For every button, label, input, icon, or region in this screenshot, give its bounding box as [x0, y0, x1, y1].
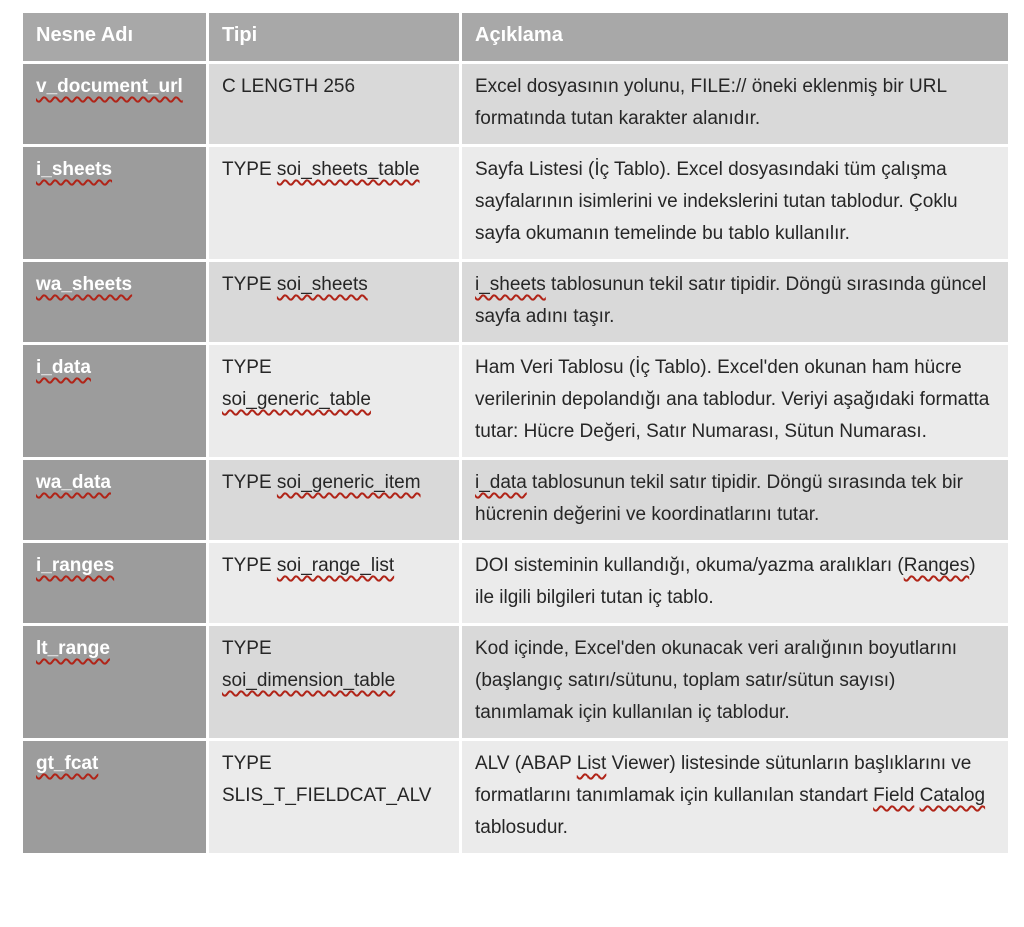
object-definition-table — [20, 10, 1011, 856]
description-cell: Sayfa Listesi (İç Tablo). Excel dosyasındaki tüm çalışma sayfalarının isimlerini ve indekslerini tutan tablodur. Çoklu sayfa okumanın temelinde bu tablo kullanılır. — [462, 147, 1008, 259]
table-row — [23, 543, 1008, 623]
type-cell: TYPE soi_sheets — [209, 262, 459, 342]
description-cell: Ham Veri Tablosu (İç Tablo). Excel'den okunan ham hücre verilerinin depolandığı ana tablodur. Veriyi aşağıdaki formatta tutar: Hücre Değeri, Satır Numarası, Sütun Numarası. — [462, 345, 1008, 457]
column-header-type: Tipi — [209, 13, 459, 61]
object-name-cell: i_data — [23, 345, 206, 457]
object-name-cell: wa_sheets — [23, 262, 206, 342]
type-cell: C LENGTH 256 — [209, 64, 459, 144]
description-cell: Kod içinde, Excel'den okunacak veri aralığının boyutlarını (başlangıç satırı/sütunu, toplam satır/sütun sayısı) tanımlamak için kullanılan iç tablodur. — [462, 626, 1008, 738]
table-row — [23, 626, 1008, 738]
description-cell: i_sheets tablosunun tekil satır tipidir. Döngü sırasında güncel sayfa adını taşır. — [462, 262, 1008, 342]
type-cell: TYPE SLIS_T_FIELDCAT_ALV — [209, 741, 459, 853]
column-header-object-name: Nesne Adı — [23, 13, 206, 61]
table-header — [23, 13, 1008, 61]
header-row — [23, 13, 1008, 61]
table-row — [23, 345, 1008, 457]
table-row — [23, 741, 1008, 853]
object-name-cell: v_document_url — [23, 64, 206, 144]
type-cell: TYPE soi_range_list — [209, 543, 459, 623]
table-row — [23, 262, 1008, 342]
object-name-cell: i_sheets — [23, 147, 206, 259]
object-name-cell: i_ranges — [23, 543, 206, 623]
type-cell: TYPE soi_sheets_table — [209, 147, 459, 259]
object-name-cell: wa_data — [23, 460, 206, 540]
table-body — [23, 64, 1008, 853]
description-cell: DOI sisteminin kullandığı, okuma/yazma aralıkları (Ranges) ile ilgili bilgileri tutan iç tablo. — [462, 543, 1008, 623]
table-row — [23, 147, 1008, 259]
type-cell: TYPE soi_generic_item — [209, 460, 459, 540]
description-cell: Excel dosyasının yolunu, FILE:// öneki eklenmiş bir URL formatında tutan karakter alanıdır. — [462, 64, 1008, 144]
description-cell: ALV (ABAP List Viewer) listesinde sütunların başlıklarını ve formatlarını tanımlamak için kullanılan standart Field Catalog tablosudur. — [462, 741, 1008, 853]
object-name-cell: lt_range — [23, 626, 206, 738]
table-row — [23, 460, 1008, 540]
column-header-description: Açıklama — [462, 13, 1008, 61]
object-name-cell: gt_fcat — [23, 741, 206, 853]
type-cell: TYPE soi_dimension_table — [209, 626, 459, 738]
type-cell: TYPE soi_generic_table — [209, 345, 459, 457]
table-row — [23, 64, 1008, 144]
description-cell: i_data tablosunun tekil satır tipidir. Döngü sırasında tek bir hücrenin değerini ve koordinatlarını tutar. — [462, 460, 1008, 540]
